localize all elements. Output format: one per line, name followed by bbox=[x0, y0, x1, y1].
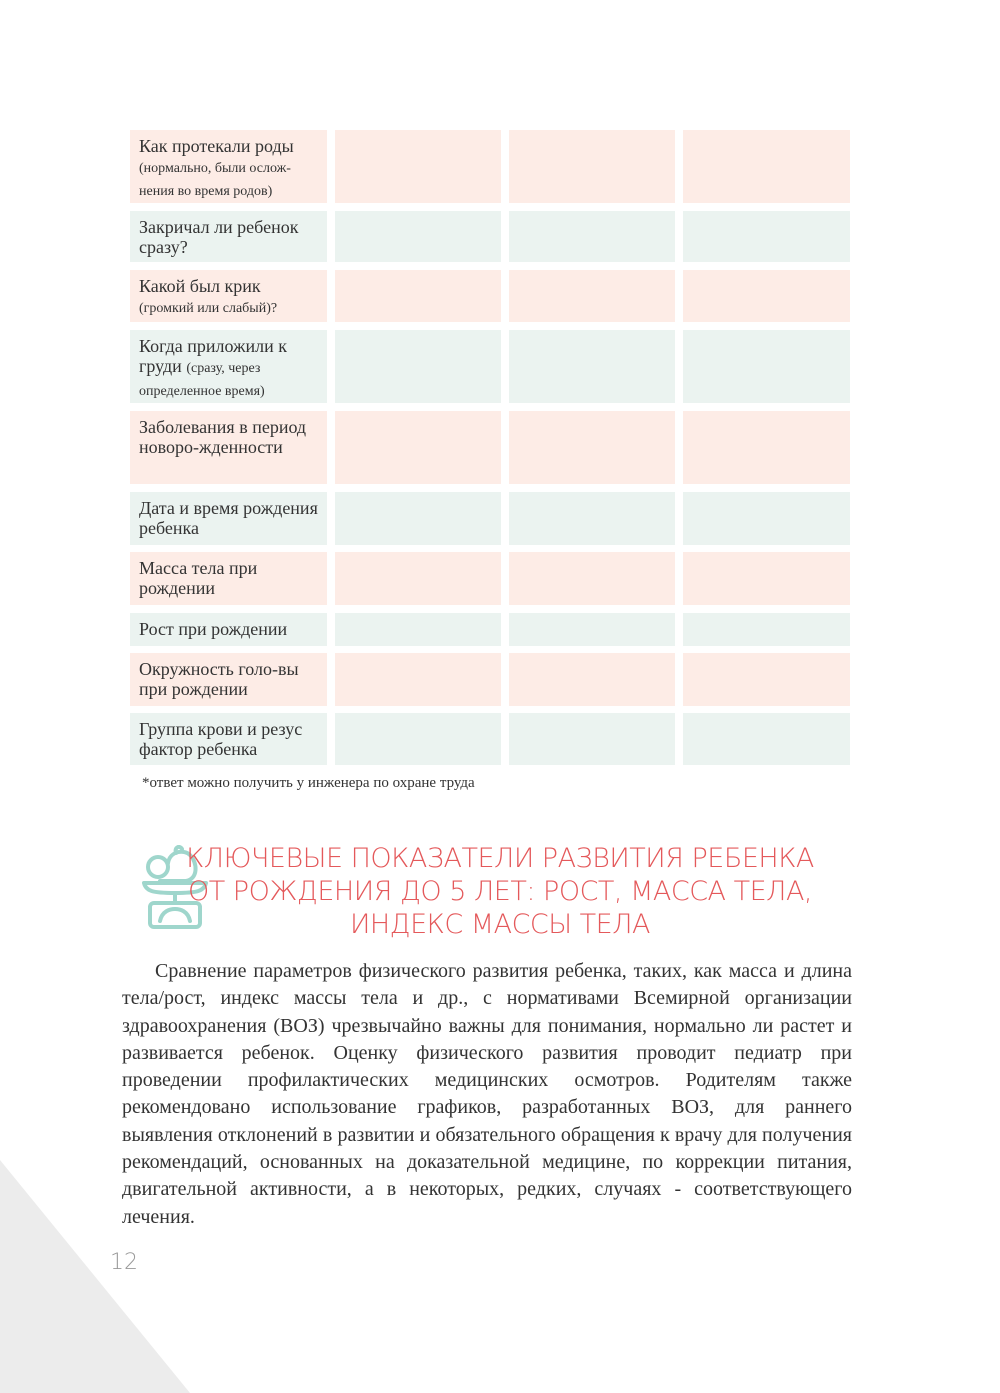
answer-cell-3[interactable] bbox=[683, 211, 850, 262]
table-row bbox=[130, 411, 850, 484]
answer-cell-3[interactable] bbox=[683, 713, 850, 765]
row-label bbox=[130, 411, 327, 484]
answer-cell-1[interactable] bbox=[335, 411, 501, 484]
answer-cell-3[interactable] bbox=[683, 411, 850, 484]
answer-cell-2[interactable] bbox=[509, 552, 675, 605]
table-row bbox=[130, 130, 850, 203]
answer-cell-1[interactable] bbox=[335, 492, 501, 545]
row-label bbox=[130, 330, 327, 403]
answer-cell-3[interactable] bbox=[683, 492, 850, 545]
page-number: 12 bbox=[110, 1250, 138, 1275]
table-row bbox=[130, 270, 850, 322]
row-label bbox=[130, 211, 327, 262]
section-title: КЛЮЧЕВЫЕ ПОКАЗАТЕЛИ РАЗВИТИЯ РЕБЕНКА ОТ РОЖДЕНИЯ ДО 5 ЛЕТ: РОСТ, МАССА ТЕЛА, ИНДЕКС МАССЫ ТЕЛА bbox=[186, 843, 814, 940]
row-label bbox=[130, 492, 327, 545]
footnote: *ответ можно получить у инженера по охране труда bbox=[142, 775, 475, 791]
answer-cell-2[interactable] bbox=[509, 653, 675, 706]
answer-cell-2[interactable] bbox=[509, 330, 675, 403]
row-label-main: Рост при рождении bbox=[139, 619, 288, 639]
row-label-main: Дата и время рождения ребенка bbox=[139, 498, 318, 538]
answer-cell-2[interactable] bbox=[509, 211, 675, 262]
answer-cell-1[interactable] bbox=[335, 713, 501, 765]
row-label-sub: (громкий или слабый)? bbox=[139, 301, 278, 316]
answer-cell-3[interactable] bbox=[683, 330, 850, 403]
row-label-sub: (сразу, через определенное время) bbox=[139, 361, 265, 399]
row-label bbox=[130, 653, 327, 706]
row-label bbox=[130, 613, 327, 646]
table-row bbox=[130, 330, 850, 403]
row-label-main: Масса тела при рождении bbox=[139, 558, 258, 598]
row-label-main: Группа крови и резус фактор ребенка bbox=[139, 719, 303, 759]
body-paragraph: Сравнение параметров физического развития ребенка, таких, как масса и длина тела/рост, индекс массы тела и др., с нормативами Всемирной организации здравоохранения (ВОЗ) чрезвычайно важны для понимания, нормально ли растет и развивается ребенок. Оценку физического развития проводит педиатр при проведении профилактических медицинских осмотров. Родителям также рекомендовано использование графиков, разработанных ВОЗ, для раннего выявления отклонений в развитии и обязательного обращения к врачу для получения рекомендаций, основанных на доказательной медицине, по коррекции питания, двигательной активности, а в некоторых, редких, случаях - соответствующего лечения. bbox=[122, 960, 852, 1228]
table-row bbox=[130, 613, 850, 646]
answer-cell-1[interactable] bbox=[335, 330, 501, 403]
answer-cell-2[interactable] bbox=[509, 270, 675, 322]
answer-cell-1[interactable] bbox=[335, 552, 501, 605]
answer-cell-3[interactable] bbox=[683, 552, 850, 605]
answer-cell-2[interactable] bbox=[509, 613, 675, 646]
answer-cell-3[interactable] bbox=[683, 653, 850, 706]
answer-cell-2[interactable] bbox=[509, 130, 675, 203]
row-label-main: Окружность голо-вы при рождении bbox=[139, 659, 299, 699]
answer-cell-2[interactable] bbox=[509, 713, 675, 765]
row-label bbox=[130, 713, 327, 765]
answer-cell-1[interactable] bbox=[335, 211, 501, 262]
answer-cell-3[interactable] bbox=[683, 613, 850, 646]
row-label-main: Какой был крик bbox=[139, 276, 261, 296]
answer-cell-1[interactable] bbox=[335, 653, 501, 706]
answer-cell-3[interactable] bbox=[683, 270, 850, 322]
row-label-main: Закричал ли ребенок сразу? bbox=[139, 217, 299, 257]
row-label bbox=[130, 270, 327, 322]
answer-cell-1[interactable] bbox=[335, 270, 501, 322]
answer-cell-2[interactable] bbox=[509, 411, 675, 484]
answer-cell-3[interactable] bbox=[683, 130, 850, 203]
table-row bbox=[130, 552, 850, 605]
table-row bbox=[130, 653, 850, 706]
answer-cell-2[interactable] bbox=[509, 492, 675, 545]
answer-cell-1[interactable] bbox=[335, 613, 501, 646]
row-label-main: Когда приложили к груди bbox=[139, 336, 287, 376]
row-label-main: Заболевания в период новоро-жденности bbox=[139, 417, 307, 457]
table-row bbox=[130, 713, 850, 765]
table-row bbox=[130, 492, 850, 545]
row-label-main: Как протекали роды bbox=[139, 136, 294, 156]
row-label bbox=[130, 130, 327, 203]
answer-cell-1[interactable] bbox=[335, 130, 501, 203]
table-row bbox=[130, 211, 850, 262]
row-label bbox=[130, 552, 327, 605]
row-label-sub: (нормально, были ослож-нения во время родов) bbox=[139, 161, 291, 199]
